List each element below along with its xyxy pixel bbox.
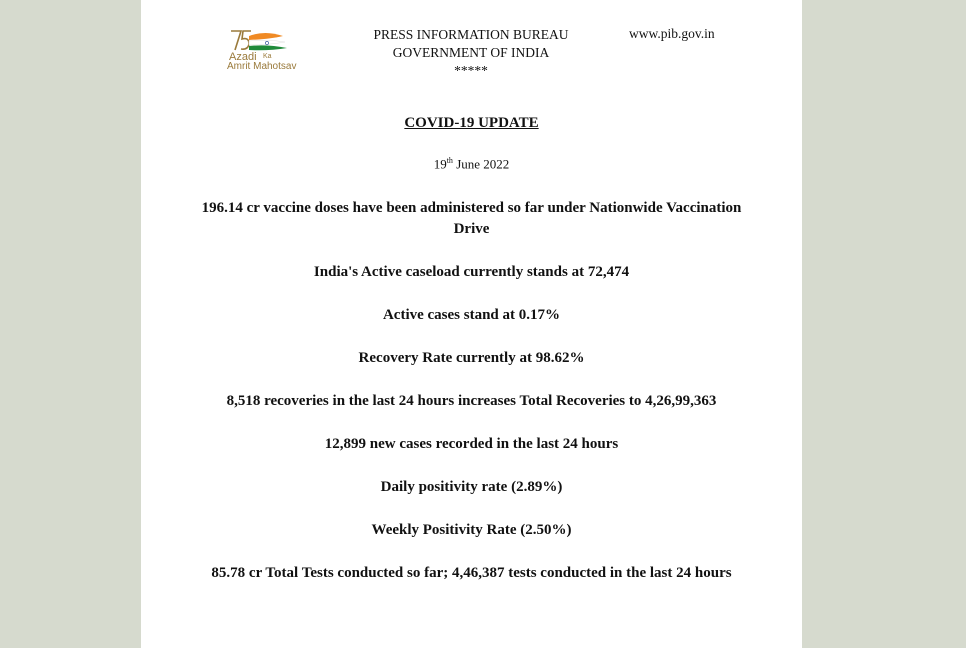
- date-suffix: th: [446, 156, 453, 165]
- logo-text-azadi: Azadi: [229, 51, 257, 63]
- date-day: 19: [433, 156, 447, 172]
- update-recoveries: 8,518 recoveries in the last 24 hours increases Total Recoveries to 4,26,99,363: [226, 393, 717, 409]
- update-total-tests: 85.78 cr Total Tests conducted so far; 4,46,387 tests conducted in the last 24 hours: [211, 565, 732, 581]
- update-active-caseload: India's Active caseload currently stands at 72,474: [313, 264, 630, 280]
- logo-text-amrit-mahotsav: Amrit Mahotsav: [227, 61, 297, 72]
- logo-text-ka: Ka: [263, 53, 272, 60]
- update-active-cases-percent: Active cases stand at 0.17%: [382, 307, 561, 323]
- header-agency-name: PRESS INFORMATION BUREAU: [373, 27, 569, 42]
- document-title: COVID-19 UPDATE: [404, 115, 539, 131]
- update-weekly-positivity: Weekly Positivity Rate (2.50%): [371, 522, 572, 538]
- date-month-year: June 2022: [456, 156, 510, 172]
- header-separator: *****: [454, 63, 488, 78]
- update-vaccine-doses: 196.14 cr vaccine doses have been administered so far under Nationwide Vaccination Drive: [201, 200, 742, 237]
- header-agency-block: [321, 26, 621, 80]
- press-release-page: [141, 0, 802, 648]
- update-list: [141, 198, 802, 584]
- update-daily-positivity: Daily positivity rate (2.89%): [380, 479, 563, 495]
- document-date: [141, 156, 802, 172]
- update-new-cases: 12,899 new cases recorded in the last 24 hours: [324, 436, 619, 452]
- header-government: GOVERNMENT OF INDIA: [392, 45, 550, 60]
- website-url: www.pib.gov.in: [629, 26, 715, 41]
- update-recovery-rate: Recovery Rate currently at 98.62%: [358, 350, 585, 366]
- azadi-ka-amrit-mahotsav-logo: [227, 28, 307, 74]
